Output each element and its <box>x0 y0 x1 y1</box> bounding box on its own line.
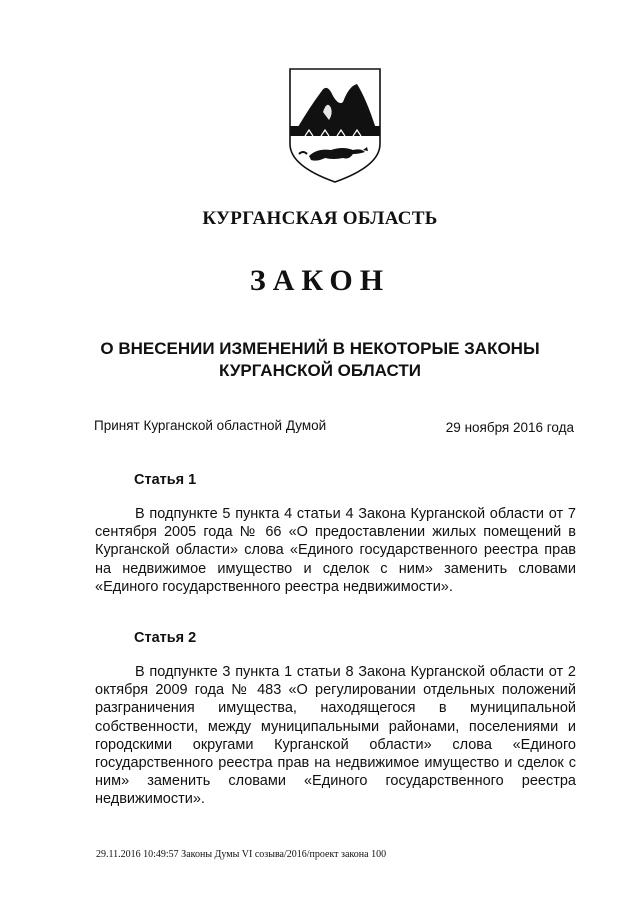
law-subtitle-line-1: О ВНЕСЕНИИ ИЗМЕНЕНИЙ В НЕКОТОРЫЕ ЗАКОНЫ <box>100 339 540 358</box>
adopted-by: Принят Курганской областной Думой <box>94 418 327 433</box>
article-2-text: В подпункте 3 пункта 1 статьи 8 Закона Курганской области от 2 октября 2009 года № 483 «О регулировании отдельных положений разграничения имущества, находящегося в муниципальной собственности, между муниципальными районами, поселениями и городскими округами Курганской области» слова «Единого государственного реестра прав на недвижимое имущество и сделок с ним» заменить словами «Единого государственного реестра недвижимости». <box>95 664 576 808</box>
coat-of-arms-icon <box>287 66 383 184</box>
law-subtitle <box>80 338 560 382</box>
law-subtitle-line-2: КУРГАНСКОЙ ОБЛАСТИ <box>219 361 421 380</box>
document-type-title: ЗАКОН <box>249 264 391 297</box>
article-1-text: В подпункте 5 пункта 4 статьи 4 Закона Курганской области от 7 сентября 2005 года № 66 «О предоставлении жилых помещений в Курганской области» слова «Единого государственного реестра прав на недвижимое имущество и сделок с ним» заменить словами «Единого государственного реестра недвижимости». <box>95 506 576 595</box>
region-title: КУРГАНСКАЯ ОБЛАСТЬ <box>202 208 438 229</box>
article-1-heading: Статья 1 <box>134 472 197 488</box>
footer-stamp: 29.11.2016 10:49:57 Законы Думы VI созыва/2016/проект закона 100 <box>96 849 387 860</box>
adoption-date: 29 ноября 2016 года <box>445 420 574 435</box>
article-2-heading: Статья 2 <box>134 630 197 646</box>
